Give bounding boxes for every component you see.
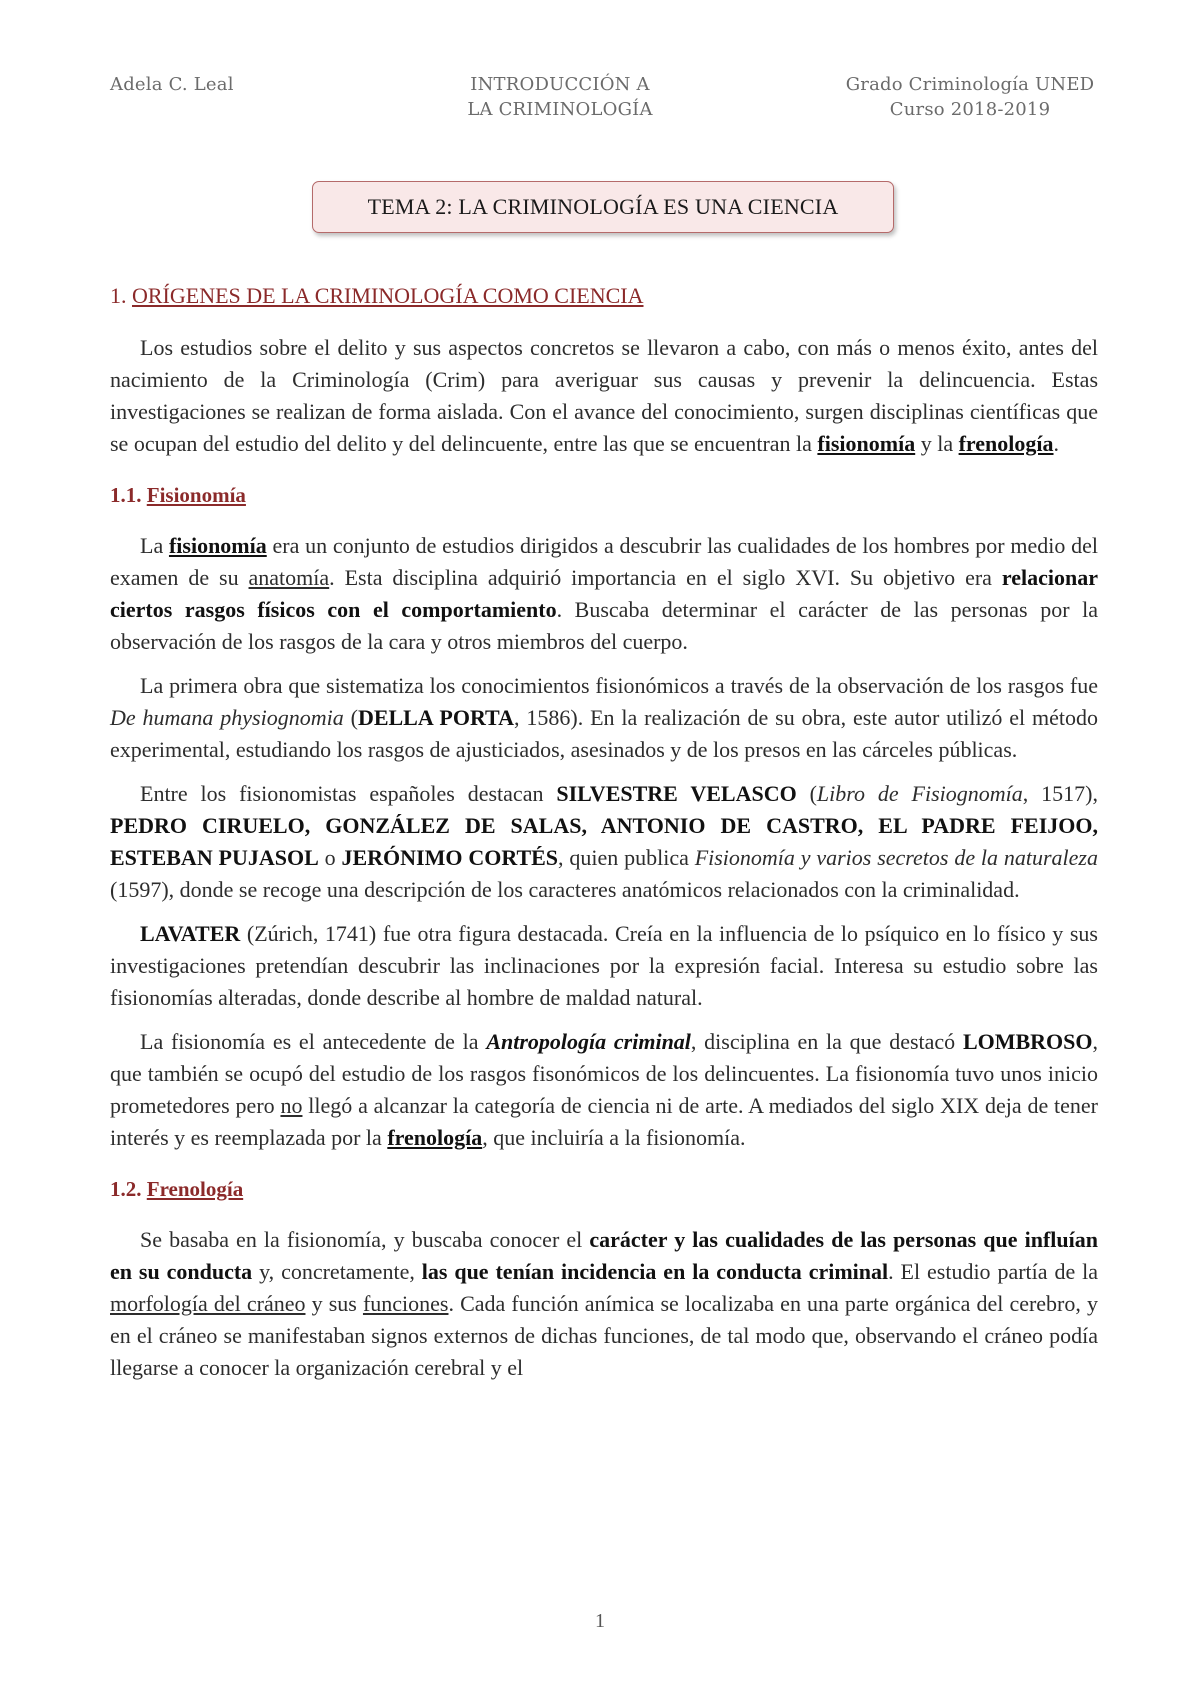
header-course-line2: LA CRIMINOLOGÍA (467, 99, 653, 120)
author-name: DELLA PORTA (357, 705, 514, 730)
header-degree-name: Grado Criminología UNED (845, 74, 1095, 95)
section-1-2-paragraph-1 (110, 1224, 1098, 1384)
header-course (400, 72, 720, 122)
header-course-line1: INTRODUCCIÓN A (470, 74, 650, 95)
section-1-1-number: 1.1. (110, 483, 142, 507)
text-run: . El estudio partía de la (888, 1259, 1099, 1284)
bold-phrase: relacionar ciertos rasgos físicos con el comportamiento (110, 565, 1098, 622)
term-anatomia: anatomía (248, 565, 330, 590)
term-fisionomia: fisionomía (817, 431, 916, 456)
page-number: 1 (595, 1610, 605, 1632)
term-antropologia-criminal: Antropología criminal (486, 1029, 691, 1054)
text-run: La (140, 533, 169, 558)
book-title: Libro de Fisiognomía (816, 781, 1023, 806)
text-run: y sus (305, 1291, 363, 1316)
header-year: Curso 2018-2019 (889, 99, 1051, 120)
book-title: De humana physiognomia (110, 705, 344, 730)
section-1-2-heading (110, 1173, 1098, 1205)
author-name: LAVATER (140, 921, 241, 946)
section-1-1-paragraph-1 (110, 530, 1098, 658)
author-name: LOMBROSO (962, 1029, 1093, 1054)
text-run: , disciplina en la que destacó (690, 1029, 963, 1054)
text-run: ( (796, 781, 817, 806)
text-run: , quien publica (558, 845, 695, 870)
text-run: o (318, 845, 342, 870)
section-1-paragraph-1 (110, 332, 1098, 460)
text-run: La primera obra que sistematiza los conocimientos fisionómicos a través de la observación de los rasgos fue (140, 673, 1098, 698)
text-run: , 1586). En la realización de su obra, este autor utilizó el método experimental, estudiando los rasgos de ajusticiados, asesinados y de los presos en las cárceles públicas. (110, 705, 1099, 762)
page-title: TEMA 2: LA CRIMINOLOGÍA ES UNA CIENCIA (312, 181, 894, 233)
section-1-2-title: Frenología (146, 1177, 244, 1201)
underlined-word: no (280, 1093, 303, 1118)
text-run: ( (343, 705, 358, 730)
section-1-1-paragraph-2 (110, 670, 1098, 766)
text-run: (1597), donde se recoge una descripción de los caracteres anatómicos relacionados con la criminalidad. (110, 877, 1020, 902)
bold-phrase: carácter y las cualidades de las personas que influían en su conducta (110, 1227, 1099, 1284)
section-1-heading (110, 280, 1098, 312)
bold-phrase: las que tenían incidencia en la conducta criminal (421, 1259, 889, 1284)
author-name: JERÓNIMO CORTÉS (341, 845, 559, 870)
section-1-1-paragraph-3 (110, 778, 1098, 906)
text-run: y la (915, 431, 959, 456)
section-1-1-paragraph-4 (110, 918, 1098, 1014)
section-1-number: 1. (110, 283, 127, 308)
text-run: . (1053, 431, 1060, 456)
text-run: . Cada función anímica se localizaba en una parte orgánica del cerebro, y en el cráneo se manifestaban signos externos de dichas funciones, de tal modo que, observando el cráneo podía llegarse a conocer la organización cerebral y el (110, 1291, 1098, 1380)
underlined-word: funciones (362, 1291, 449, 1316)
text-run: Entre los fisionomistas españoles destacan (140, 781, 557, 806)
section-1-1-paragraph-5 (110, 1026, 1098, 1154)
section-1-2-number: 1.2. (110, 1177, 142, 1201)
text-run: Los estudios sobre el delito y sus aspectos concretos se llevaron a cabo, con más o menos éxito, antes del nacimiento de la Criminología (Crim) para averiguar sus causas y prevenir la delincuencia. Estas investigaciones se realizan de forma aislada. Con el avance del conocimiento, surgen disciplinas científicas que se ocupan del estudio del delito y del delincuente, entre las que se encuentran la (110, 335, 1098, 456)
text-run: y, concretamente, (252, 1259, 422, 1284)
header-author: Adela C. Leal (110, 74, 234, 95)
header-degree (820, 72, 1120, 122)
text-run: era un conjunto de estudios dirigidos a descubrir las cualidades de los hombres por medio del examen de su (110, 533, 1098, 590)
section-1-1-heading (110, 479, 1098, 511)
text-run: (Zúrich, 1741) fue otra figura destacada. Creía en la influencia de lo psíquico en lo físico y sus investigaciones pretendían descubrir las inclinaciones por la expresión facial. Interesa su estudio sobre las fisionomías alteradas, donde describe al hombre de maldad natural. (110, 921, 1098, 1010)
text-run: Se basaba en la fisionomía, y buscaba conocer el (140, 1227, 590, 1252)
text-run: , que incluiría a la fisionomía. (482, 1125, 746, 1150)
section-1-title: ORÍGENES DE LA CRIMINOLOGÍA COMO CIENCIA (132, 283, 644, 308)
book-title: Fisionomía y varios secretos de la naturaleza (694, 845, 1098, 870)
section-1-1-title: Fisionomía (146, 483, 246, 507)
text-run: llegó a alcanzar la categoría de ciencia ni de arte. A mediados del siglo XIX deja de tener interés y es reemplazada por la (110, 1093, 1099, 1150)
text-run: , que también se ocupó del estudio de los rasgos fisonómicos de los delincuentes. La fisionomía tuvo unos inicio prometedores pero (110, 1029, 1099, 1118)
text-run: , 1517), (1022, 781, 1098, 806)
term-frenologia: frenología (958, 431, 1054, 456)
text-run: . Buscaba determinar el carácter de las personas por la observación de los rasgos de la cara y otros miembros del cuerpo. (110, 597, 1098, 654)
term-fisionomia: fisionomía (168, 533, 267, 558)
author-names: PEDRO CIRUELO, GONZÁLEZ DE SALAS, ANTONIO DE CASTRO, EL PADRE FEIJOO, ESTEBAN PUJASOL (110, 813, 1098, 870)
text-run: . Esta disciplina adquirió importancia en el siglo XVI. Su objetivo era (329, 565, 1002, 590)
text-run: La fisionomía es el antecedente de la (140, 1029, 487, 1054)
term-frenologia: frenología (387, 1125, 483, 1150)
author-name: SILVESTRE VELASCO (556, 781, 797, 806)
underlined-phrase: morfología del cráneo (110, 1291, 306, 1316)
document-body (110, 280, 1098, 1396)
